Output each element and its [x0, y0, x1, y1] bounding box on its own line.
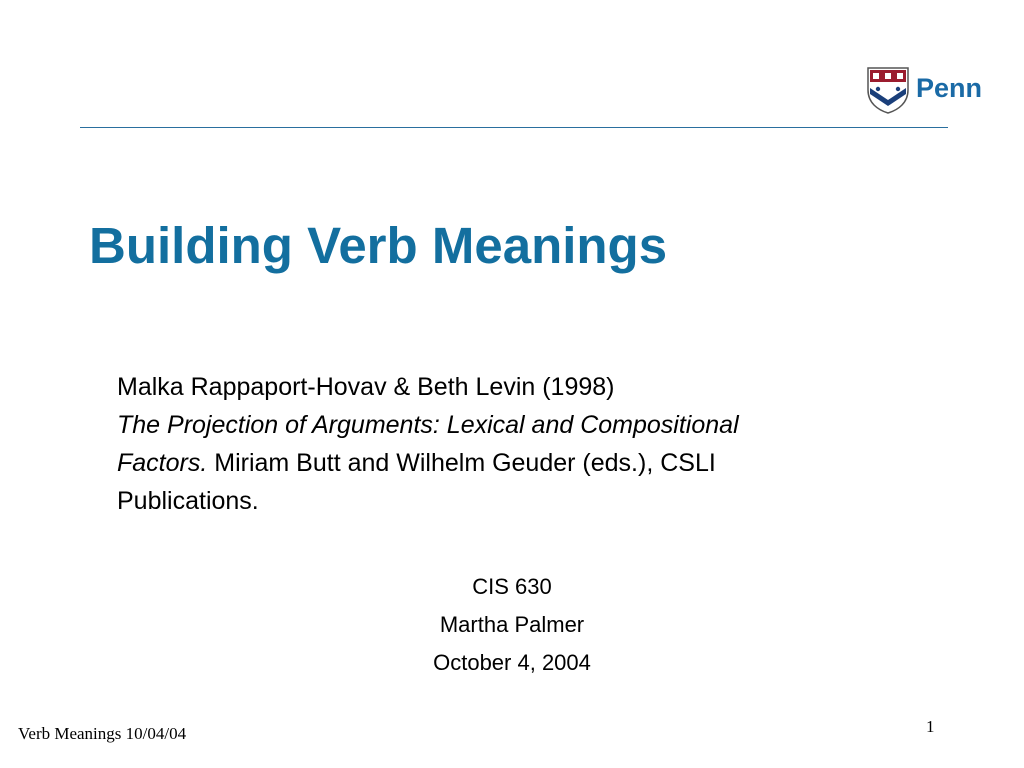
penn-logo: [866, 64, 996, 116]
citation-line-2: [117, 444, 917, 482]
citation-editors: Miriam Butt and Wilhelm Geuder (eds.), CSLI: [207, 449, 716, 477]
page-number: 1: [926, 717, 935, 736]
citation-block: [117, 368, 917, 520]
citation-title-part-1: The Projection of Arguments: Lexical and Compositional: [117, 411, 739, 439]
course-code: CIS 630: [472, 574, 552, 599]
header-divider: [80, 127, 948, 128]
slide-title: Building Verb Meanings: [89, 217, 668, 274]
penn-shield-icon: [866, 66, 910, 114]
citation-line-1: [117, 406, 917, 444]
citation-publisher: Publications.: [117, 487, 259, 515]
citation-authors: Malka Rappaport-Hovav & Beth Levin (1998): [117, 373, 615, 401]
presentation-date: October 4, 2004: [433, 650, 591, 675]
penn-logo-text: Penn: [916, 73, 983, 103]
presenter-name: Martha Palmer: [439, 612, 585, 637]
footer-label: Verb Meanings 10/04/04: [18, 724, 187, 743]
citation-title-part-2: Factors.: [117, 449, 208, 477]
presentation-credits: [0, 568, 1024, 682]
